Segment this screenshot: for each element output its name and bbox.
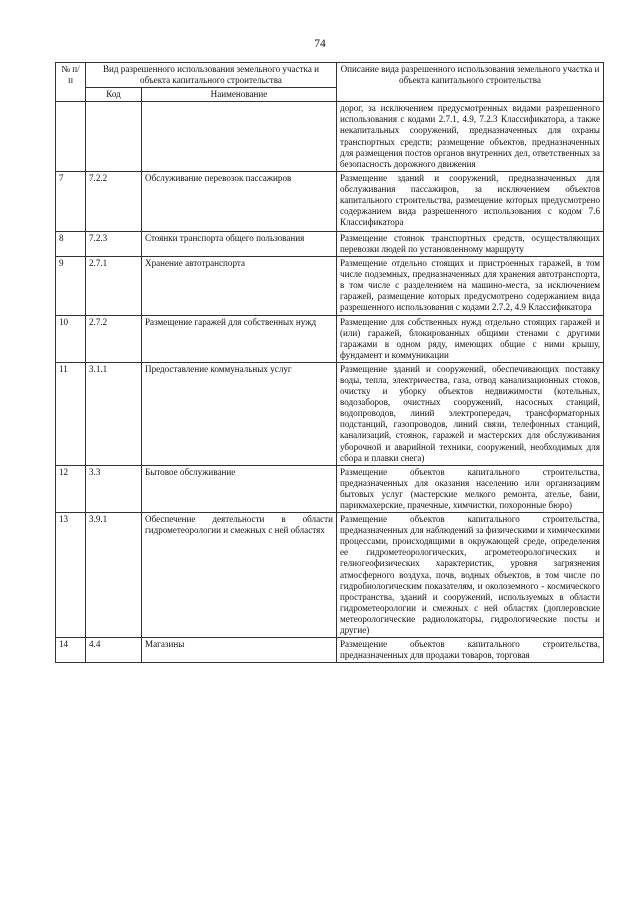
table-row (56, 171, 604, 231)
cell-number: 9 (56, 257, 86, 315)
cell-number: 10 (56, 315, 86, 362)
cell-name: Размещение гаражей для собственных нужд (142, 315, 337, 362)
header-row (56, 63, 604, 88)
cell-name: Бытовое обслуживание (142, 465, 337, 512)
cell-name: Обеспечение деятельности в области гидрометеорологии и смежных с ней областях (142, 513, 337, 638)
cell-number: 8 (56, 231, 86, 256)
table-row (56, 315, 604, 362)
cell-name: Магазины (142, 638, 337, 663)
cell-code: 7.2.3 (86, 231, 142, 256)
cell-number: 11 (56, 362, 86, 465)
cell-name (142, 102, 337, 172)
cell-description: Размещение зданий и сооружений, предназначенных для обслуживания пассажиров, за исключением объектов капитального строительства, размещение которых предусмотрено содержанием вида разрешенного использования с кодом 7.6 Классификатора (337, 171, 604, 231)
cell-number: 12 (56, 465, 86, 512)
table-row (56, 362, 604, 465)
cell-description: Размещение для собственных нужд отдельно стоящих гаражей и (или) гаражей, блокированных общими стенами с другими гаражами в одном ряду, имеющих общие с ними крышу, фундамент и коммуникации (337, 315, 604, 362)
cell-code: 7.2.2 (86, 171, 142, 231)
cell-name: Хранение автотранспорта (142, 257, 337, 315)
cell-description: Размещение объектов капитального строительства, предназначенных для оказания населению или организациям бытовых услуг (мастерские мелкого ремонта, ателье, бани, парикмахерские, прачечные, химчистки, похоронные бюро) (337, 465, 604, 512)
cell-description: дорог, за исключением предусмотренных видами разрешенного использования с кодами 2.7.1, 4.9, 7.2.3 Классификатора, а также некапитальных сооружений, предназначенных для охраны транспортных средств; размещение объектов, предназначенных для размещения постов органов внутренних дел, ответственных за безопасность дорожного движения (337, 102, 604, 172)
cell-description: Размещение объектов капитального строительства, предназначенных для наблюдений за физическими и химическими процессами, происходящими в окружающей среде, определения ее гидрометеорологических, агрометеорологических и гелиогеофизических характеристик, уровня загрязнения атмосферного воздуха, почв, водных объектов, в том числе по гидробиологическим показателям, и околоземного - космического пространства, зданий и сооружений, используемых в области гидрометеорологии и смежных с ней областях (доплеровские метеорологические радиолокаторы, гидрологические посты и другие) (337, 513, 604, 638)
header-number: № п/п (56, 63, 86, 102)
cell-description: Размещение отдельно стоящих и пристроенных гаражей, в том числе подземных, предназначенных для хранения автотранспорта, в том числе с разделением на машино-места, за исключением гаражей, размещение которых предусмотрено содержанием вида разрешенного использования с кодами 2.7.2, 4.9 Классификатора (337, 257, 604, 315)
cell-name: Предоставление коммунальных услуг (142, 362, 337, 465)
cell-code: 3.1.1 (86, 362, 142, 465)
cell-number: 14 (56, 638, 86, 663)
table-row (56, 231, 604, 256)
cell-description: Размещение зданий и сооружений, обеспечивающих поставку воды, тепла, электричества, газа, отвод канализационных стоков, очистку и уборку объектов недвижимости (котельных, водозаборов, очистных сооружений, насосных станций, водопроводов, линий электропередач, трансформаторных подстанций, газопроводов, линий связи, телефонных станций, канализаций, стоянок, гаражей и мастерских для обслуживания уборочной и аварийной техники, сооружений, необходимых для сбора и плавки снега) (337, 362, 604, 465)
cell-number (56, 102, 86, 172)
table-row (56, 257, 604, 315)
cell-code (86, 102, 142, 172)
table-row (56, 465, 604, 512)
table-row-continuation (56, 102, 604, 172)
cell-description: Размещение объектов капитального строительства, предназначенных для продажи товаров, торговая (337, 638, 604, 663)
cell-number: 13 (56, 513, 86, 638)
header-use-type: Вид разрешенного использования земельного участка и объекта капитального строительства (86, 63, 337, 88)
header-description: Описание вида разрешенного использования земельного участка и объекта капитального строительства (337, 63, 604, 102)
header-code: Код (86, 88, 142, 102)
cell-description: Размещение стоянок транспортных средств, осуществляющих перевозки людей по установленному маршруту (337, 231, 604, 256)
cell-code: 3.9.1 (86, 513, 142, 638)
land-use-table (55, 62, 604, 663)
cell-code: 4.4 (86, 638, 142, 663)
cell-name: Стоянки транспорта общего пользования (142, 231, 337, 256)
page-number: 74 (314, 38, 326, 50)
table-row (56, 513, 604, 638)
cell-code: 2.7.2 (86, 315, 142, 362)
cell-code: 2.7.1 (86, 257, 142, 315)
header-name: Наименование (142, 88, 337, 102)
cell-number: 7 (56, 171, 86, 231)
table-row (56, 638, 604, 663)
cell-name: Обслуживание перевозок пассажиров (142, 171, 337, 231)
cell-code: 3.3 (86, 465, 142, 512)
